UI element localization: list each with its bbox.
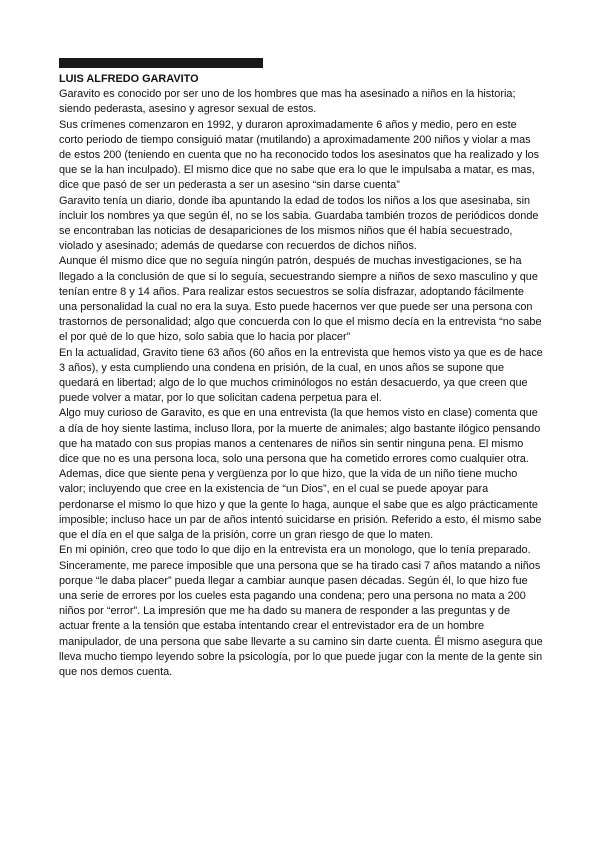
paragraph-present: En la actualidad, Gravito tiene 63 años (60 años en la entrevista que hemos visto ya que es de hace 3 años), y esta cumpliendo una condena en prisión, de la cual, en unos años se supone que quedará en libertad; algo de lo que muchos criminólogos no están desacuerdo, ya que creen que puede volver a matar, por lo que solicitan cadena perpetua para el. bbox=[59, 346, 543, 405]
paragraph-interview: Algo muy curioso de Garavito, es que en una entrevista (la que hemos visto en clase) comenta que a día de hoy siente lastima, incluso llora, por la muerte de animales; algo bastante ilógico pensando que ha matado con sus propias manos a centenares de niños sin sentir ninguna pena. El mismo dice que no es una persona loca, solo una persona que ha cometido errores como cualquier otra. Ademas, dice que siente pena y vergüenza por lo que hizo, que la vida de un niño tiene mucho valor; incluyendo que cree en la existencia de “un Dios”, en el cual se puede apoyar para perdonarse el mismo lo que hizo y que la gente lo haga, aunque el sabe que es algo prácticamente imposible; incluso hace un par de años intentó suicidarse en prisión. Referido a esto, él mismo sabe que el día en el que salga de la prisión, corre un gran riesgo de que lo maten. bbox=[59, 407, 542, 542]
redacted-header-bar bbox=[59, 58, 263, 68]
paragraph-crimes: Sus crímenes comenzaron en 1992, y duraron aproximadamente 6 años y medio, pero en este corto periodo de tiempo consiguió matar (mutilando) a aproximadamente 200 niños y violar a mas de estos 200 (teniendo en cuenta que no ha reconocido todos los asesinatos que ha realizado y los que se la han inculpado). El mismo dice que no sabe que era lo que le impulsaba a matar, es mas, dice que pasó de ser un pederasta a ser un asesino “sin darse cuenta” bbox=[59, 118, 540, 192]
paragraph-opinion: En mi opinión, creo que todo lo que dijo en la entrevista era un monologo, que lo tenía preparado. Sinceramente, me parece imposible que una persona que se ha tirado casi 7 años matando a niños porque “le daba placer” pueda llegar a cambiar aunque pasen décadas. Según él, lo que hizo fue una serie de errores por los cueles esta pagando una condena; pero una persona no mata a 200 niños por “error”. La impresión que me ha dado su manera de responder a las preguntas y de actuar frente a la tensión que estaba intentando crear el entrevistador era de un hombre manipulador, de una persona que sabe llevarte a su camino sin darte cuenta. Él mismo asegura que lleva mucho tiempo leyendo sobre la psicología, por lo que puede jugar con la mente de la gente sin que nos demos cuenta. bbox=[59, 544, 543, 678]
paragraph-pattern: Aunque él mismo dice que no seguía ningún patrón, después de muchas investigaciones, se ha llegado a la conclusión de que si lo seguía, secuestrando siempre a niños de sexo masculino y que tenían entre 8 y 14 años. Para realizar estos secuestros se solía disfrazar, adoptando fácilmente una personalidad la cual no era la suya. Esto puede hacernos ver que puede ser una persona con trastornos de personalidad; algo que concuerda con lo que el mismo decía en la entrevista “no sabe el por qué de lo que hizo, solo sabia que lo hacia por placer” bbox=[59, 255, 542, 344]
paragraph-diary: Garavito tenía un diario, donde iba apuntando la edad de todos los niños a los que asesinaba, sin incluir los nombres ya que según él, no se los sabia. Guardaba también trozos de periódicos donde se encontraban las noticias de desapariciones de los mismos niños que él había secuestrado, violado y asesinado; además de quedarse con recuerdos de dichos niños. bbox=[59, 194, 539, 253]
document-title: LUIS ALFREDO GARAVITO bbox=[59, 73, 199, 85]
document-page bbox=[59, 58, 543, 680]
paragraph-intro: Garavito es conocido por ser uno de los hombres que mas ha asesinado a niños en la historia; siendo pederasta, asesino y agresor sexual de estos. bbox=[59, 88, 516, 116]
